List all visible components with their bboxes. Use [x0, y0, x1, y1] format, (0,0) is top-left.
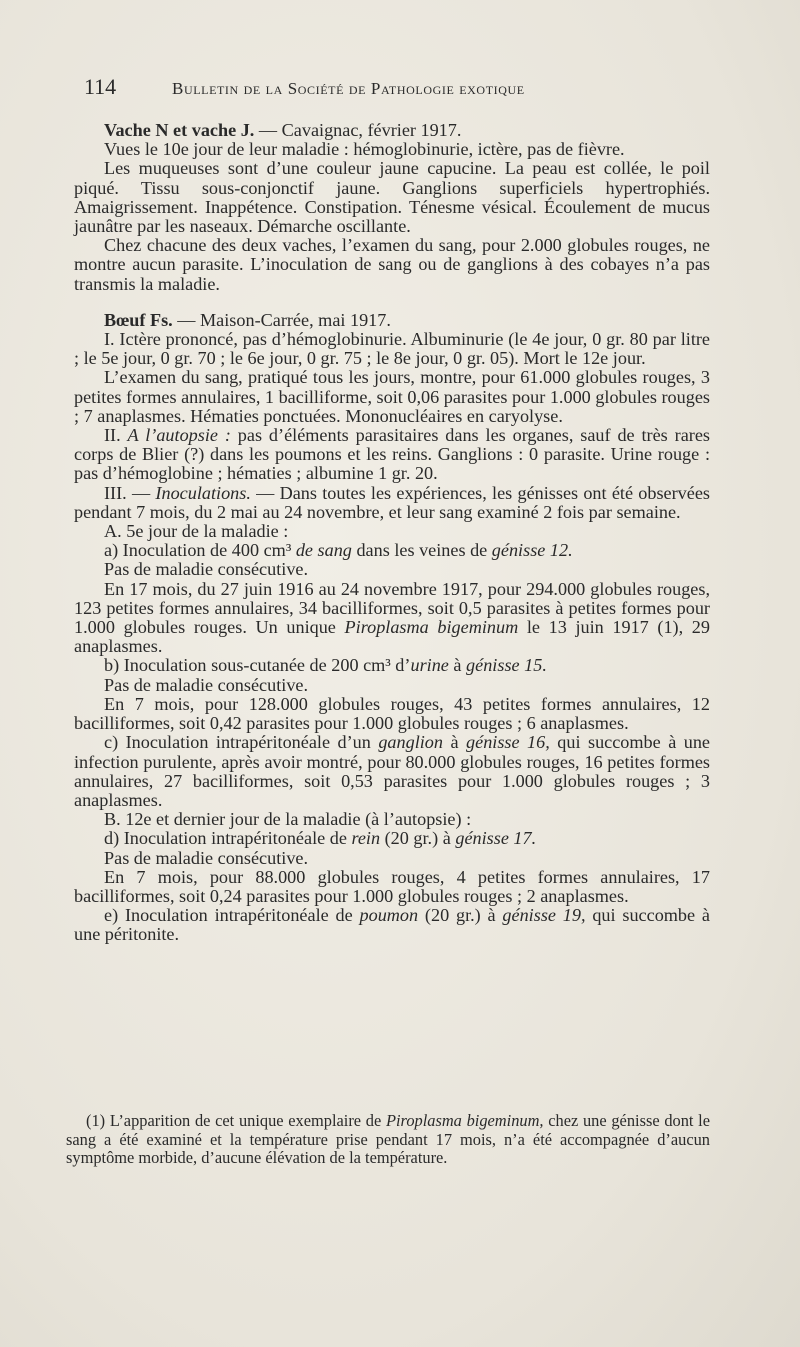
text-run: — Dans toutes les expériences, les génisses ont été observées pendant 7 mois, du 2 mai au 24 novembre, et leur sang examiné 2 fois par semaine.: [74, 482, 710, 522]
italic-text: génisse 19,: [502, 905, 586, 926]
case-place-date: — Maison-Carrée, mai 1917.: [172, 309, 391, 330]
text-run: qui succombe à une infection purulente, après avoir montré, pour 80.000 globules rouges, 16 petites formes annulaires, 27 bacilliformes, soit 0,53 parasites pour 1.000 globules rouges ; 3 anaplasmes.: [74, 732, 711, 810]
page-header: [84, 74, 644, 100]
paragraph: Chez chacune des deux vaches, l’examen du sang, pour 2.000 globules rouges, ne montre aucun parasite. L’inoculation de sang ou de ganglions à des cobayes n’a pas transmis la maladie.: [74, 235, 710, 294]
italic-text: Piroplasma bigeminum,: [385, 1111, 544, 1130]
paragraph: En 7 mois, pour 88.000 globules rouges, 4 petites formes annulaires, 17 bacilliformes, soit 0,24 parasites pour 1.000 globules rouges ; 2 anaplasmes.: [74, 866, 710, 906]
paragraph: Les muqueuses sont d’une couleur jaune capucine. La peau est collée, le poil piqué. Tissu sous-conjonctif jaune. Ganglions superficiels hypertrophiés. Amaigrissement. Inappétence. Constipation. Ténesme vésical. Écoulement de mucus jaunâtre par les naseaux. Démarche oscillante.: [74, 158, 710, 237]
footnote-text: [66, 1112, 710, 1168]
italic-text: poumon: [359, 905, 419, 926]
text-run: (1) L’apparition de cet unique exemplaire de: [86, 1111, 386, 1130]
text-run: d) Inoculation intrapéritonéale de: [104, 828, 352, 849]
text-run: III. —: [104, 482, 156, 503]
paragraph: L’examen du sang, pratiqué tous les jours, montre, pour 61.000 globules rouges, 3 petites formes annulaires, 1 bacilliforme, soit 0,06 parasites pour 1.000 globules rouges ; 7 anaplasmes. Hématies ponctuées. Mononucléaires en caryolyse.: [74, 367, 710, 426]
case-title: Bœuf Fs.: [104, 309, 173, 330]
text-run: a) Inoculation de 400 cm³: [104, 540, 296, 561]
italic-text: génisse 12.: [491, 540, 573, 561]
italic-text: A l’autopsie :: [127, 425, 231, 446]
page-number: 114: [84, 74, 117, 99]
paragraph: [74, 426, 710, 484]
text-run: (20 gr.) à: [380, 828, 456, 849]
article-body: [74, 121, 710, 945]
case-title: Vache N et vache J.: [104, 120, 255, 140]
paragraph: B. 12e et dernier jour de la maladie (à l’autopsie) :: [104, 809, 472, 830]
text-run: II.: [104, 425, 128, 446]
paragraph: [74, 829, 710, 848]
footnote: [66, 1112, 710, 1168]
text-run: à: [448, 655, 467, 676]
italic-text: génisse 16,: [466, 732, 550, 753]
text-run: b) Inoculation sous-cutanée de 200 cm³ d’: [104, 655, 411, 676]
italic-text: Piroplasma bigeminum: [344, 617, 519, 638]
paragraph: [74, 580, 710, 657]
paragraph: [74, 906, 710, 944]
paragraph: [74, 541, 710, 560]
paragraph: Pas de maladie consécutive.: [104, 847, 309, 868]
paragraph: [74, 484, 710, 522]
italic-text: Inoculations.: [155, 482, 251, 503]
paragraph: [74, 656, 710, 675]
paragraph: En 7 mois, pour 128.000 globules rouges, 43 petites formes annulaires, 12 bacilliformes, soit 0,42 parasites pour 1.000 globules rouges ; 6 anaplasmes.: [74, 693, 710, 734]
paragraph: [74, 733, 710, 810]
italic-text: génisse 17.: [455, 828, 537, 849]
paragraph: I. Ictère prononcé, pas d’hémoglobinurie. Albuminurie (le 4e jour, 0 gr. 80 par litre ; le 5e jour, 0 gr. 70 ; le 6e jour, 0 gr. 75 ; le 8e jour, 0 gr. 05). Mort le 12e jour.: [74, 329, 710, 369]
running-head: Bulletin de la Société de Pathologie exotique: [172, 79, 525, 98]
case-heading: [74, 311, 710, 330]
italic-text: rein: [351, 828, 381, 849]
text-run: (20 gr.) à: [418, 905, 503, 926]
text-run: le 13 juin 1917 (1), 29 anaplasmes.: [74, 617, 710, 657]
case-place-date: — Cavaignac, février 1917.: [254, 120, 462, 140]
text-run: pas d’éléments parasitaires dans les organes, sauf de très rares corps de Blier (?) dans les poumons et les reins. Ganglions : 0 parasite. Urine rouge : pas d’hémoglobine ; hématies ; albumine 1 gr. 20.: [74, 425, 710, 484]
text-run: qui succombe à une péritonite.: [74, 905, 710, 945]
text-run: chez une génisse dont le sang a été examiné et la température prise pendant 17 mois, n’a été accompagnée d’aucun symptôme morbide, d’aucune élévation de la température.: [66, 1111, 711, 1168]
paragraph: Vues le 10e jour de leur maladie : hémoglobinurie, ictère, pas de fièvre.: [104, 139, 625, 160]
italic-text: ganglion: [378, 732, 443, 753]
italic-text: génisse 15.: [466, 655, 547, 676]
paragraph: Pas de maladie consécutive.: [104, 559, 309, 580]
text-run: En 17 mois, du 27 juin 1916 au 24 novembre 1917, pour 294.000 globules rouges, 123 petites formes annulaires, 34 bacilliformes, soit 0,5 parasites à petites formes pour 1.000 globules rouges. Un unique: [74, 578, 710, 638]
italic-text: urine: [410, 655, 449, 676]
text-run: à: [443, 732, 467, 753]
case-heading: [74, 121, 710, 140]
italic-text: de sang: [295, 540, 352, 561]
paragraph: Pas de maladie consécutive.: [104, 674, 309, 695]
text-run: e) Inoculation intrapéritonéale de: [104, 905, 360, 926]
text-run: dans les veines de: [351, 540, 492, 561]
text-run: c) Inoculation intrapéritonéale d’un: [104, 732, 379, 753]
paragraph: A. 5e jour de la maladie :: [104, 521, 289, 542]
